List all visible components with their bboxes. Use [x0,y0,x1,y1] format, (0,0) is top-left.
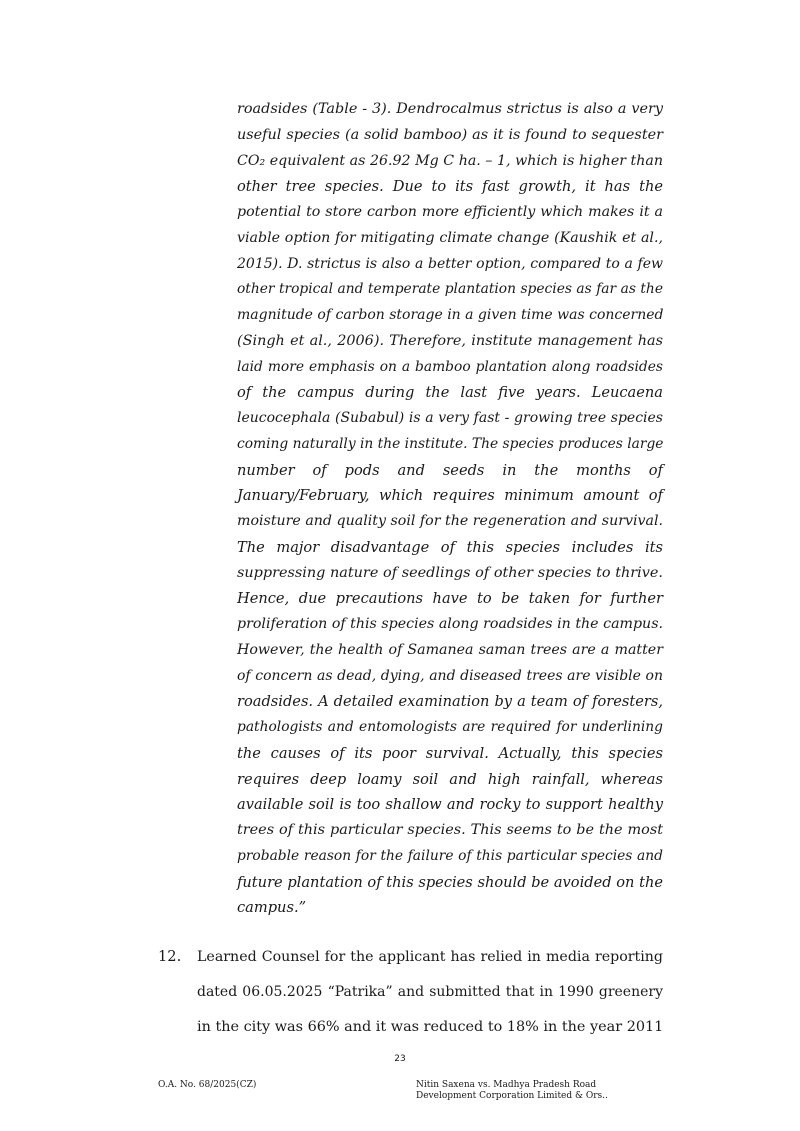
quote-line: Hence, due precautions have to be taken for further [237,590,663,608]
paragraph-line: dated 06.05.2025 “Patrika” and submitted that in 1990 greenery [197,984,663,1000]
quote-line: proliferation of this species along roadsides in the campus. [237,616,663,632]
quote-line: The major disadvantage of this species includes its [237,538,663,556]
quote-line: viable option for mitigating climate change (Kaushik et al., [237,229,663,246]
quote-line: of the campus during the last five years. Leucaena [237,384,663,402]
quote-line: 2015). D. strictus is also a better option, compared to a few [237,255,663,272]
quote-line: other tree species. Due to its fast growth, it has the [237,178,663,196]
quote-line: other tropical and temperate plantation species as far as the [237,281,663,298]
case-number: O.A. No. 68/2025(CZ) [158,1080,257,1090]
quote-line: coming naturally in the institute. The species produces large [237,435,664,452]
case-title-line-2: Development Corporation Limited & Ors.. [416,1091,608,1101]
quote-line: roadsides. A detailed examination by a team of foresters, [237,693,663,711]
quote-line: moisture and quality soil for the regeneration and survival. [237,513,664,529]
quote-line: laid more emphasis on a bamboo plantation along roadsides [237,358,663,375]
quote-line: leucocephala (Subabul) is a very fast - growing tree species [237,410,663,426]
quote-line: January/February, which requires minimum amount of [237,487,663,505]
paragraph-number: 12. [158,948,182,965]
quote-line: future plantation of this species should be avoided on the [237,873,663,891]
page-number: 23 [394,1054,406,1064]
quote-line: campus.” [237,899,307,917]
quote-line: potential to store carbon more efficiently which makes it a [237,204,663,220]
quote-line: CO₂ equivalent as 26.92 Mg C ha. – 1, which is higher than [237,152,663,169]
quote-line: (Singh et al., 2006). Therefore, institute management has [237,332,663,349]
paragraph-body [197,944,663,1049]
quote-line: probable reason for the failure of this particular species and [237,847,663,864]
quote-line: However, the health of Samanea saman trees are a matter [237,641,663,658]
quote-line: available soil is too shallow and rocky to support healthy [237,796,663,814]
paragraph-line: Learned Counsel for the applicant has relied in media reporting [197,949,663,965]
quote-line: suppressing nature of seedlings of other species to thrive. [237,564,663,581]
quote-line: pathologists and entomologists are required for underlining [237,719,663,735]
case-title-line-1: Nitin Saxena vs. Madhya Pradesh Road [416,1080,597,1090]
paragraph-line: in the city was 66% and it was reduced to 18% in the year 2011 [197,1019,664,1035]
quote-line: useful species (a solid bamboo) as it is found to sequester [237,126,663,143]
quote-line: requires deep loamy soil and high rainfall, whereas [237,770,663,788]
quote-line: magnitude of carbon storage in a given time was concerned [237,307,664,323]
case-title [416,1080,608,1102]
quoted-passage [237,97,663,921]
quote-line: the causes of its poor survival. Actually, this species [237,744,663,762]
quote-line: of concern as dead, dying, and diseased trees are visible on [237,667,663,684]
quote-line: number of pods and seeds in the months of [237,461,663,479]
quote-line: trees of this particular species. This seems to be the most [237,822,663,838]
quote-line: roadsides (Table - 3). Dendrocalmus strictus is also a very [237,101,663,117]
